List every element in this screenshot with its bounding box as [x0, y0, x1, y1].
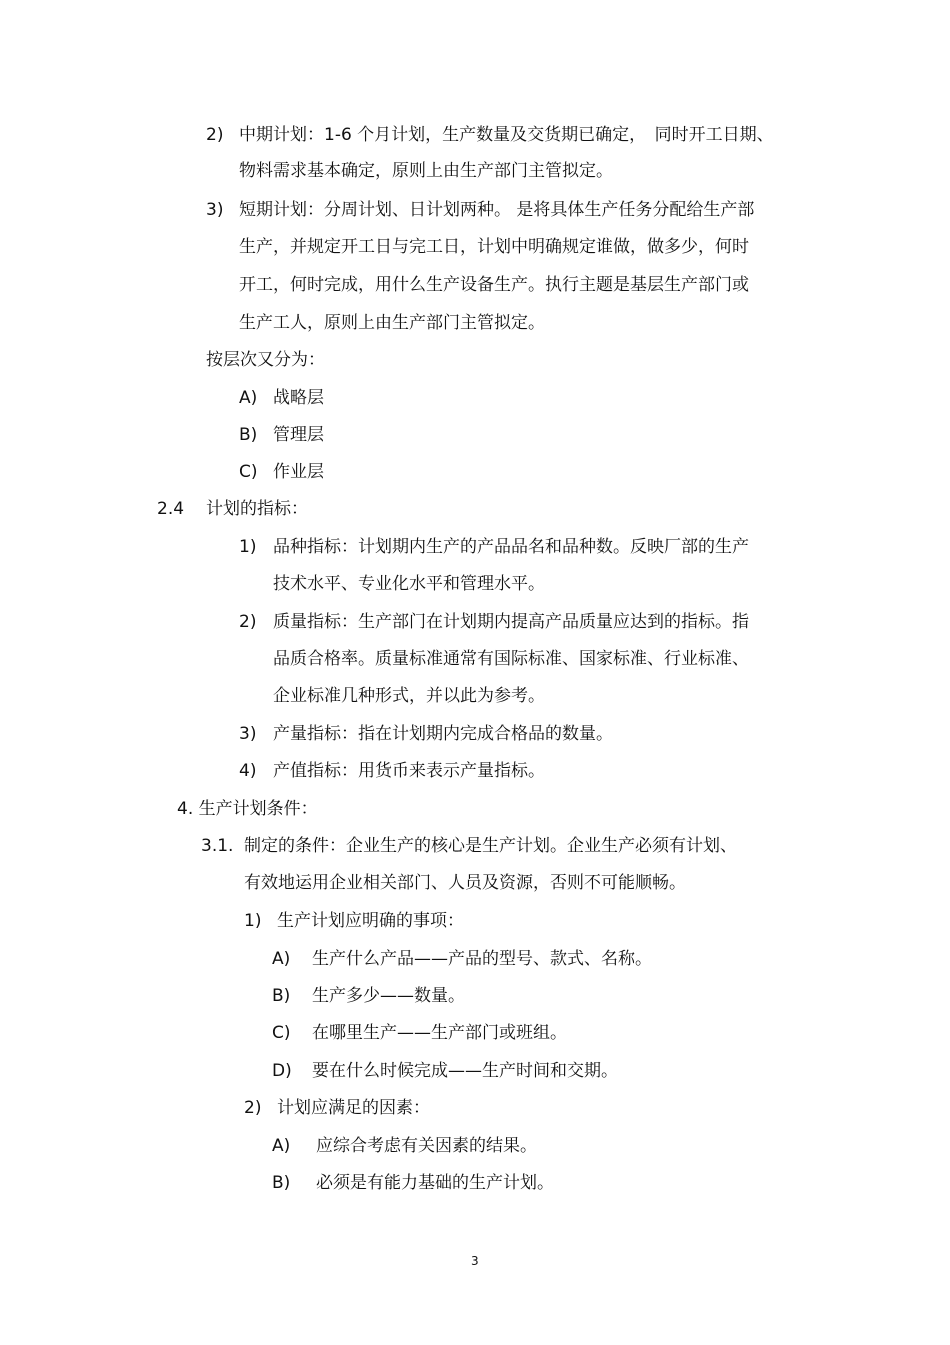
indicator-1-line-2: 技术水平、专业化水平和管理水平。 — [273, 574, 545, 594]
level-a-number: A) — [239, 388, 258, 408]
section-3-1-line-1: 制定的条件：企业生产的核心是生产计划。企业生产必须有计划、 — [244, 836, 737, 856]
subitem-1-number: 1) — [244, 911, 262, 931]
subitem-1-a-number: A) — [272, 949, 291, 969]
short-plan-line-4: 生产工人，原则上由生产部门主管拟定。 — [239, 313, 545, 333]
by-level-heading: 按层次又分为： — [206, 350, 325, 370]
subitem-2-b-number: B) — [272, 1173, 291, 1193]
short-plan-line-2: 生产，并规定开工日与完工日，计划中明确规定谁做，做多少，何时 — [239, 237, 749, 257]
indicator-2-number: 2) — [239, 612, 257, 632]
subitem-1-d-text: 要在什么时候完成——生产时间和交期。 — [312, 1061, 618, 1081]
indicator-3-number: 3) — [239, 724, 257, 744]
mid-plan-line-2: 物料需求基本确定，原则上由生产部门主管拟定。 — [239, 161, 613, 181]
page-number: 3 — [471, 1254, 479, 1268]
section-4-title: 4. 生产计划条件： — [177, 799, 318, 819]
section-3-1-line-2: 有效地运用企业相关部门、人员及资源，否则不可能顺畅。 — [244, 873, 686, 893]
subitem-2-title: 计划应满足的因素： — [277, 1098, 430, 1118]
indicator-2-line-2: 品质合格率。质量标准通常有国际标准、国家标准、行业标准、 — [273, 649, 749, 669]
short-plan-line-3: 开工，何时完成，用什么生产设备生产。执行主题是基层生产部门或 — [239, 275, 749, 295]
section-2-4-title: 计划的指标： — [206, 499, 308, 519]
subitem-2-a-number: A) — [272, 1136, 291, 1156]
subitem-1-c-number: C) — [272, 1023, 291, 1043]
indicator-2-line-3: 企业标准几种形式，并以此为参考。 — [273, 686, 545, 706]
mid-plan-line-1: 中期计划：1-6 个月计划，生产数量及交货期已确定， 同时开工日期、 — [239, 125, 774, 145]
level-b-text: 管理层 — [273, 425, 324, 445]
section-3-1-number: 3.1. — [201, 836, 234, 856]
subitem-1-b-text: 生产多少——数量。 — [312, 986, 465, 1006]
subitem-2-a-text: 应综合考虑有关因素的结果。 — [316, 1136, 537, 1156]
section-2-4-number: 2.4 — [157, 499, 185, 519]
level-b-number: B) — [239, 425, 258, 445]
short-plan-number: 3) — [206, 200, 224, 220]
subitem-1-b-number: B) — [272, 986, 291, 1006]
indicator-2-line-1: 质量指标：生产部门在计划期内提高产品质量应达到的指标。指 — [273, 612, 749, 632]
indicator-4-number: 4) — [239, 761, 257, 781]
indicator-1-line-1: 品种指标：计划期内生产的产品品名和品种数。反映厂部的生产 — [273, 537, 749, 557]
subitem-1-d-number: D) — [272, 1061, 292, 1081]
subitem-1-c-text: 在哪里生产——生产部门或班组。 — [312, 1023, 567, 1043]
subitem-1-a-text: 生产什么产品——产品的型号、款式、名称。 — [312, 949, 652, 969]
subitem-2-b-text: 必须是有能力基础的生产计划。 — [316, 1173, 554, 1193]
mid-plan-number: 2) — [206, 125, 224, 145]
subitem-1-title: 生产计划应明确的事项： — [277, 911, 464, 931]
indicator-1-number: 1) — [239, 537, 257, 557]
level-a-text: 战略层 — [273, 388, 324, 408]
level-c-number: C) — [239, 462, 258, 482]
short-plan-line-1: 短期计划：分周计划、日计划两种。 是将具体生产任务分配给生产部 — [239, 200, 755, 220]
level-c-text: 作业层 — [273, 462, 324, 482]
subitem-2-number: 2) — [244, 1098, 262, 1118]
indicator-3-text: 产量指标：指在计划期内完成合格品的数量。 — [273, 724, 613, 744]
indicator-4-text: 产值指标：用货币来表示产量指标。 — [273, 761, 545, 781]
